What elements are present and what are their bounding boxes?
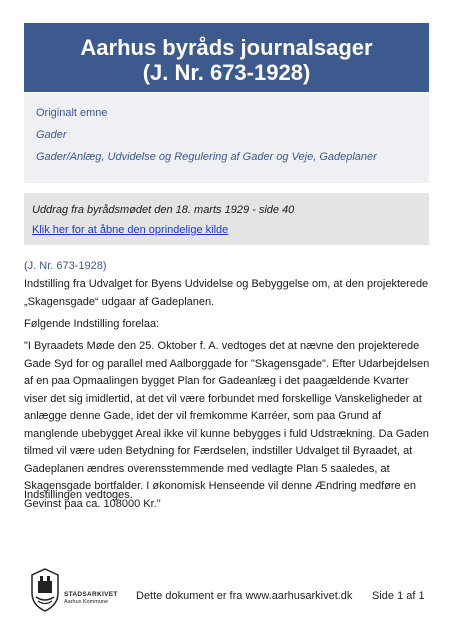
stadsarkivet-logo	[28, 567, 120, 613]
original-topics-box	[24, 93, 429, 183]
document-title: Aarhus byråds journalsager	[80, 35, 373, 60]
body-paragraph: Indstillingen vedtoges.	[24, 489, 133, 501]
city-seal-icon	[28, 567, 62, 613]
page-number: Side 1 af 1	[372, 590, 425, 602]
logo-name: STADSARKIVET	[64, 591, 118, 598]
journal-reference: (J. Nr. 673-1928)	[24, 260, 107, 272]
body-paragraph: "I Byraadets Møde den 25. Oktober f. A. vedtoges det at nævne den projekterede Gade Syd for og parallel med Aalborggade for "Skagensgade". Efter Udarbejdelsen af en paa Opmaalingen bygget Plan for Gadeanlæg i det paagældende Kvarter viser det sig imidlertid, at det vil være forbundet med forskellige Vanskeligheder at anlægge denne Gade, idet der vil fremkomme Karréer, som paa Grund af manglende ubebygget Areal ikke vil kunne bebygges i fuld Udstrækning. Da Gaden tilmed vil være uden Betydning for Færdselen, indstiller Udvalget til Byraadet, at Gadeplanen ændres overensstemmende med vedlagte Plan 5 saaledes, at Skagensgade bortfalder. I økonomisk Henseende vil denne Ændring medføre en Gevinst paa ca. 108000 Kr."	[24, 340, 430, 510]
body-paragraph: Indstilling fra Udvalget for Byens Udvidelse og Bebyggelse om, at den projekterede „Skagensgade“ udgaar af Gadeplanen.	[24, 278, 429, 308]
extract-box	[24, 193, 429, 245]
document-journal-number: (J. Nr. 673-1928)	[142, 60, 311, 85]
body-paragraph: Følgende Indstilling forelaa:	[24, 318, 160, 330]
logo-subtitle: Aarhus Kommune	[64, 599, 109, 605]
original-topic-label: Originalt emne	[36, 107, 108, 119]
original-source-link[interactable]: Klik her for at åbne den oprindelige kilde	[32, 224, 229, 236]
extract-title: Uddrag fra byrådsmødet den 18. marts 1929 - side 40	[32, 204, 295, 216]
topic-item: Gader/Anlæg, Udvidelse og Regulering af Gader og Veje, Gadeplaner	[36, 151, 377, 163]
document-header	[24, 23, 429, 92]
footer-source: Dette dokument er fra www.aarhusarkivet.dk	[136, 590, 353, 602]
topic-item: Gader	[36, 129, 67, 141]
